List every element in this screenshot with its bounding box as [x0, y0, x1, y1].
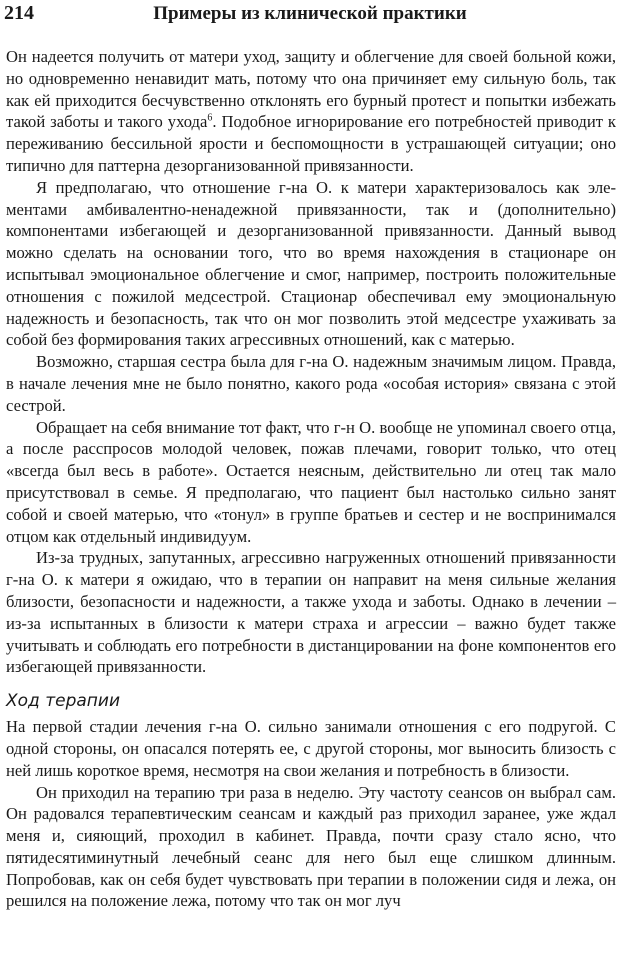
- paragraph: Обращает на себя внимание тот факт, что г-н О. вообще не упоминал своего отца, а после расспросов молодой человек, пожав плечами, говорит только, что отец «всегда был весь в работе». Остается неясным, действительно ли отец так мало присутствовал в семье. Я предполагаю, что пациент был настолько сильно занят собой и своей матерью, что «тонул» в группе братьев и сестер и не воспринимался отцом как отдельный индивидуум.: [6, 417, 616, 546]
- paragraph-text-continued: . Подобное игнорирование его потребностей приводит к переживанию бессильной ярости и беспомощности в устрашающей ситуации; оно типично для паттерна дезорганизованной привязанности.: [6, 112, 616, 175]
- paragraph: [6, 46, 616, 177]
- footnote-marker[interactable]: 6: [207, 112, 213, 124]
- page-number: 214: [4, 2, 34, 24]
- paragraph: Я предполагаю, что отношение г-на О. к матери характеризовалось как элементами амбивалентно-ненадежной привязанности, так и (дополнительно) компонентами избегающей и дезорганизованной привязанности. Данный вывод можно сделать на основании того, что во время нахождения в стационаре он испытывал эмоциональное облегчение и смог, например, построить положительные отношения с пожилой медсестрой. Стационар обеспечивал ему эмоциональную надежность и безопасность, так что он мог позволить этой медсестре ухаживать за собой без формирования таких агрессивных отношений, как с матерью.: [6, 177, 616, 350]
- paragraph: Возможно, старшая сестра была для г-на О. надежным значимым лицом. Правда, в начале лечения мне не было понятно, какого рода «особая история» связана с этой сестрой.: [6, 352, 616, 415]
- paragraph: Он приходил на терапию три раза в неделю. Эту частоту сеансов он выбрал сам. Он радовался терапевтическим сеансам и каждый раз приходил заранее, уже ждал меня и, сияющий, проходил в кабинет. Правда, почти сразу стало ясно, что пятидесятиминутный лечебный сеанс для него был еще слишком длинным. Попробовав, как он себя будет чувствовать при терапии в положении сидя и лежа, он решился на положение лежа, потому что так он мог луч: [6, 782, 616, 911]
- paragraph-text: Он надеется получить от матери уход, защиту и облегчение для своей больной кожи, но одновременно ненавидит мать, потому что она причиняет ему сильную боль, так как ей приходится бесчувственно отклонять его бурный протест и попытки избежать такой заботы и такого ухода: [6, 47, 616, 132]
- paragraph: На первой стадии лечения г-на О. сильно занимали отношения с его подругой. С одной стороны, он опасался потерять ее, с другой стороны, мог выносить близость с ней лишь короткое время, несмотря на свои желания и потребность в близости.: [6, 717, 616, 780]
- section-heading: Ход терапии: [6, 691, 120, 712]
- paragraph: Из-за трудных, запутанных, агрессивно нагруженных отношений привязанности г-на О. к матери я ожидаю, что в терапии он направит на меня сильные желания близости, безопасности и надежности, а также ухода и заботы. Однако в лечении – из-за испытанных в близости к матери страха и агрессии – важно будет также учитывать и соблюдать его потребности в дистанцировании на фоне компонентов его избегающей привязанности.: [6, 548, 616, 677]
- running-title: Примеры из клинической практики: [153, 3, 467, 24]
- page-header: [6, 2, 616, 32]
- body-text: [6, 46, 616, 912]
